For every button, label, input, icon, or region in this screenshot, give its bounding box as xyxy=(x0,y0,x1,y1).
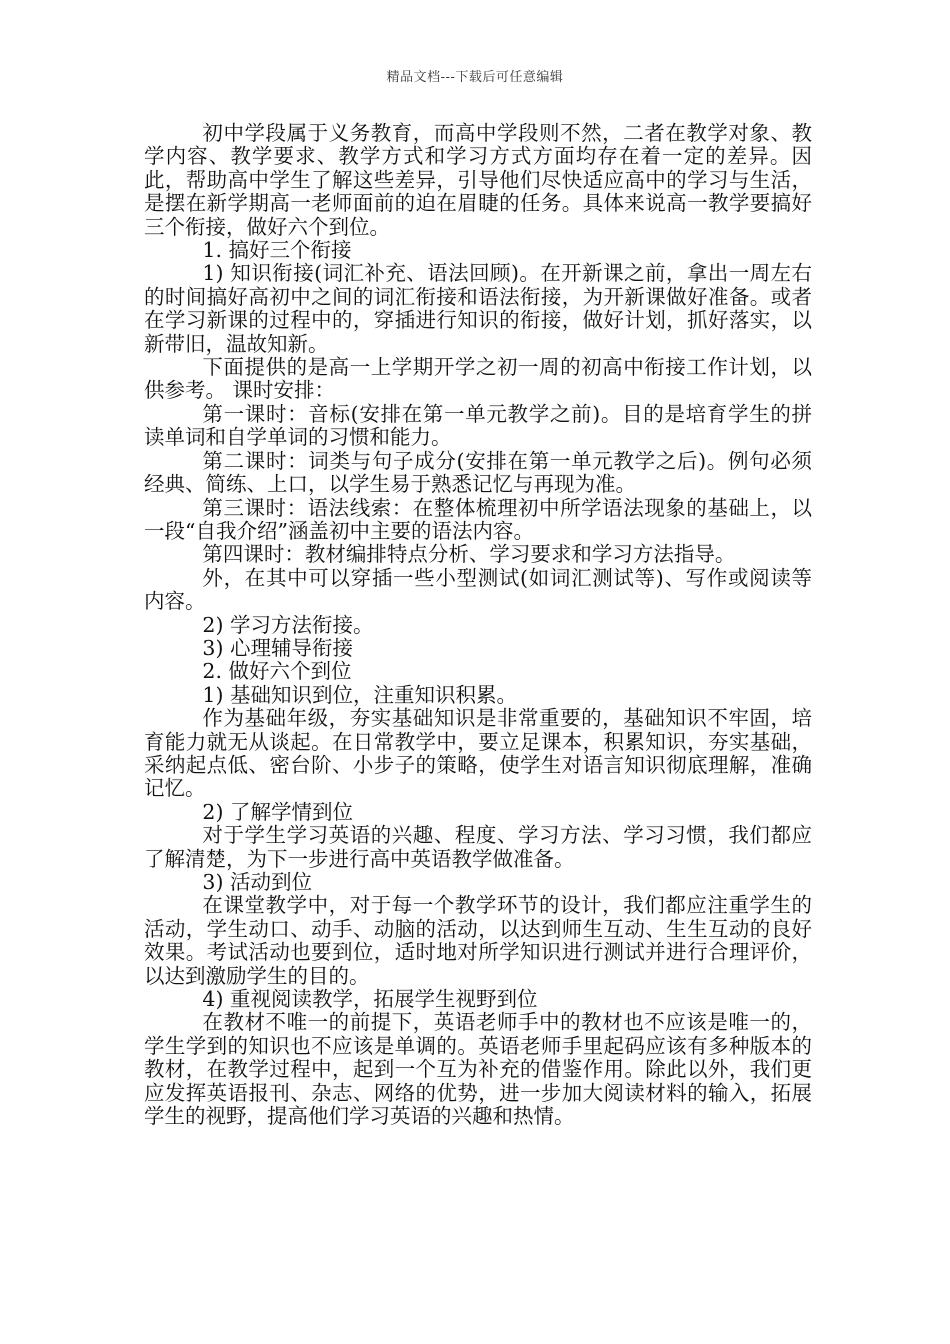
knowledge-connection-paragraph: 1) 知识衔接(词汇补充、语法回顾)。在开新课之前，拿出一周左右的时间搞好高初中之间的词汇衔接和语法衔接，为开新课做好准备。或者在学习新课的过程中的，穿插进行知识的衔接，做好计划，抓好落实，以新带旧，温故知新。 xyxy=(144,261,812,356)
document-body xyxy=(144,122,812,1128)
basic-knowledge-item: 1) 基础知识到位，注重知识积累。 xyxy=(202,682,517,707)
psychological-connection-item: 3) 心理辅导衔接 xyxy=(202,635,353,660)
lesson-three-paragraph: 第三课时：语法线索：在整体梳理初中所学语法现象的基础上，以一段“自我介绍”涵盖初中主要的语法内容。 xyxy=(144,495,812,543)
plan-intro-paragraph: 下面提供的是高一上学期开学之初一周的初高中衔接工作计划，以供参考。 课时安排： xyxy=(144,355,812,403)
reading-teaching-paragraph: 在教材不唯一的前提下，英语老师手中的教材也不应该是唯一的，学生学到的知识也不应该是单调的。英语老师手里起码应该有多种版本的教材，在教学过程中，起到一个互为补充的借鉴作用。除此以外，我们更应发挥英语报刊、杂志、网络的优势，进一步加大阅读材料的输入，拓展学生的视野，提高他们学习英语的兴趣和热情。 xyxy=(144,1010,812,1129)
lesson-two-paragraph: 第二课时：词类与句子成分(安排在第一单元教学之后)。例句必须经典、简练、上口，以学生易于熟悉记忆与再现为准。 xyxy=(144,448,812,497)
intro-paragraph: 初中学段属于义务教育，而高中学段则不然，二者在教学对象、教学内容、教学要求、教学方式和学习方式方面均存在着一定的差异。因此，帮助高中学生了解这些差异，引导他们尽快适应高中的学习与生活，是摆在新学期高一老师面前的迫在眉睫的任务。具体来说高一教学要搞好三个衔接，做好六个到位。 xyxy=(144,121,812,239)
reading-teaching-item: 4) 重视阅读教学，拓展学生视野到位 xyxy=(202,987,538,1012)
page-header: 精品文档---下载后可任意编辑 xyxy=(386,70,564,85)
activities-item: 3) 活动到位 xyxy=(202,870,312,894)
student-situation-paragraph: 对于学生学习英语的兴趣、程度、学习方法、学习习惯，我们都应了解清楚，为下一步进行高中英语教学做准备。 xyxy=(144,823,812,871)
activities-paragraph: 在课堂教学中，对于每一个教学环节的设计，我们都应注重学生的活动，学生动口、动手、动脑的活动，以达到师生互动、生生互动的良好效果。考试活动也要到位，适时地对所学知识进行测试并进行合理评价，以达到激励学生的目的。 xyxy=(144,893,812,988)
lesson-four-paragraph: 第四课时：教材编排特点分析、学习要求和学习方法指导。 xyxy=(202,542,736,567)
study-method-connection-item: 2) 学习方法衔接。 xyxy=(202,612,374,637)
lesson-one-paragraph: 第一课时：音标(安排在第一单元教学之前)。目的是培育学生的拼读单词和自学单词的习惯和能力。 xyxy=(144,401,812,450)
basic-knowledge-paragraph: 作为基础年级，夯实基础知识是非常重要的，基础知识不牢固，培育能力就无从谈起。在日常教学中，要立足课本，积累知识，夯实基础，采纳起点低、密台阶、小步子的策略，使学生对语言知识彻底理解，准确记忆。 xyxy=(144,706,812,801)
extra-tests-paragraph: 外，在其中可以穿插一些小型测试(如词汇测试等)、写作或阅读等内容。 xyxy=(144,565,812,614)
student-situation-item: 2) 了解学情到位 xyxy=(202,799,353,824)
section-heading-three-connections: 1. 搞好三个衔接 xyxy=(202,238,352,263)
section-heading-six-places: 2. 做好六个到位 xyxy=(202,659,352,684)
